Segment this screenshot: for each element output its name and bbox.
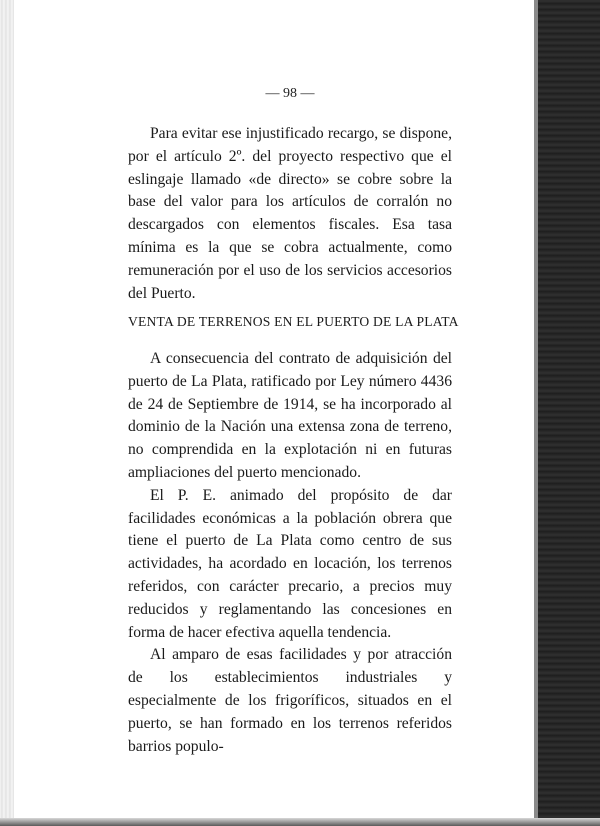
text-block-1 (128, 123, 452, 305)
page-number: — 98 — (265, 86, 315, 101)
section-heading: VENTA DE TERRENOS EN EL PUERTO DE LA PLATA (128, 314, 459, 329)
book-spine-background (538, 0, 600, 826)
scan-bottom-edge (0, 818, 600, 826)
scan-right-edge (530, 0, 600, 826)
text-block-2 (128, 348, 452, 758)
paragraph-3: El P. E. animado del propósito de dar facilidades económicas a la población obrera que tiene el puerto de La Plata como centro de sus actividades, ha acordado en locación, los terrenos referidos, con carácter precario, a precios muy reducidos y reglamentando las concesiones en forma de hacer efectiva aquella tendencia. (128, 486, 452, 641)
paragraph-2: A consecuencia del contrato de adquisición del puerto de La Plata, ratificado por Ley número 4436 de 24 de Septiembre de 1914, se ha incorporado al dominio de la Nación una extensa zona de terreno, no comprendida en la explotación ni en futuras ampliaciones del puerto mencionado. (128, 350, 452, 481)
paragraph-1: Para evitar ese injustificado recargo, se dispone, por el artículo 2º. del proyecto respectivo que el eslingaje llamado «de directo» se cobre sobre la base del valor para los artículos de corralón no descargados con elementos fiscales. Esa tasa mínima es la que se cobra actualmente, como remuneración por el uso de los servicios accesorios del Puerto. (128, 125, 452, 302)
paragraph-4: Al amparo de esas facilidades y por atracción de los establecimientos industriales y especialmente de los frigoríficos, situados en el puerto, se han formado en los terrenos referidos barrios populo- (128, 646, 452, 755)
